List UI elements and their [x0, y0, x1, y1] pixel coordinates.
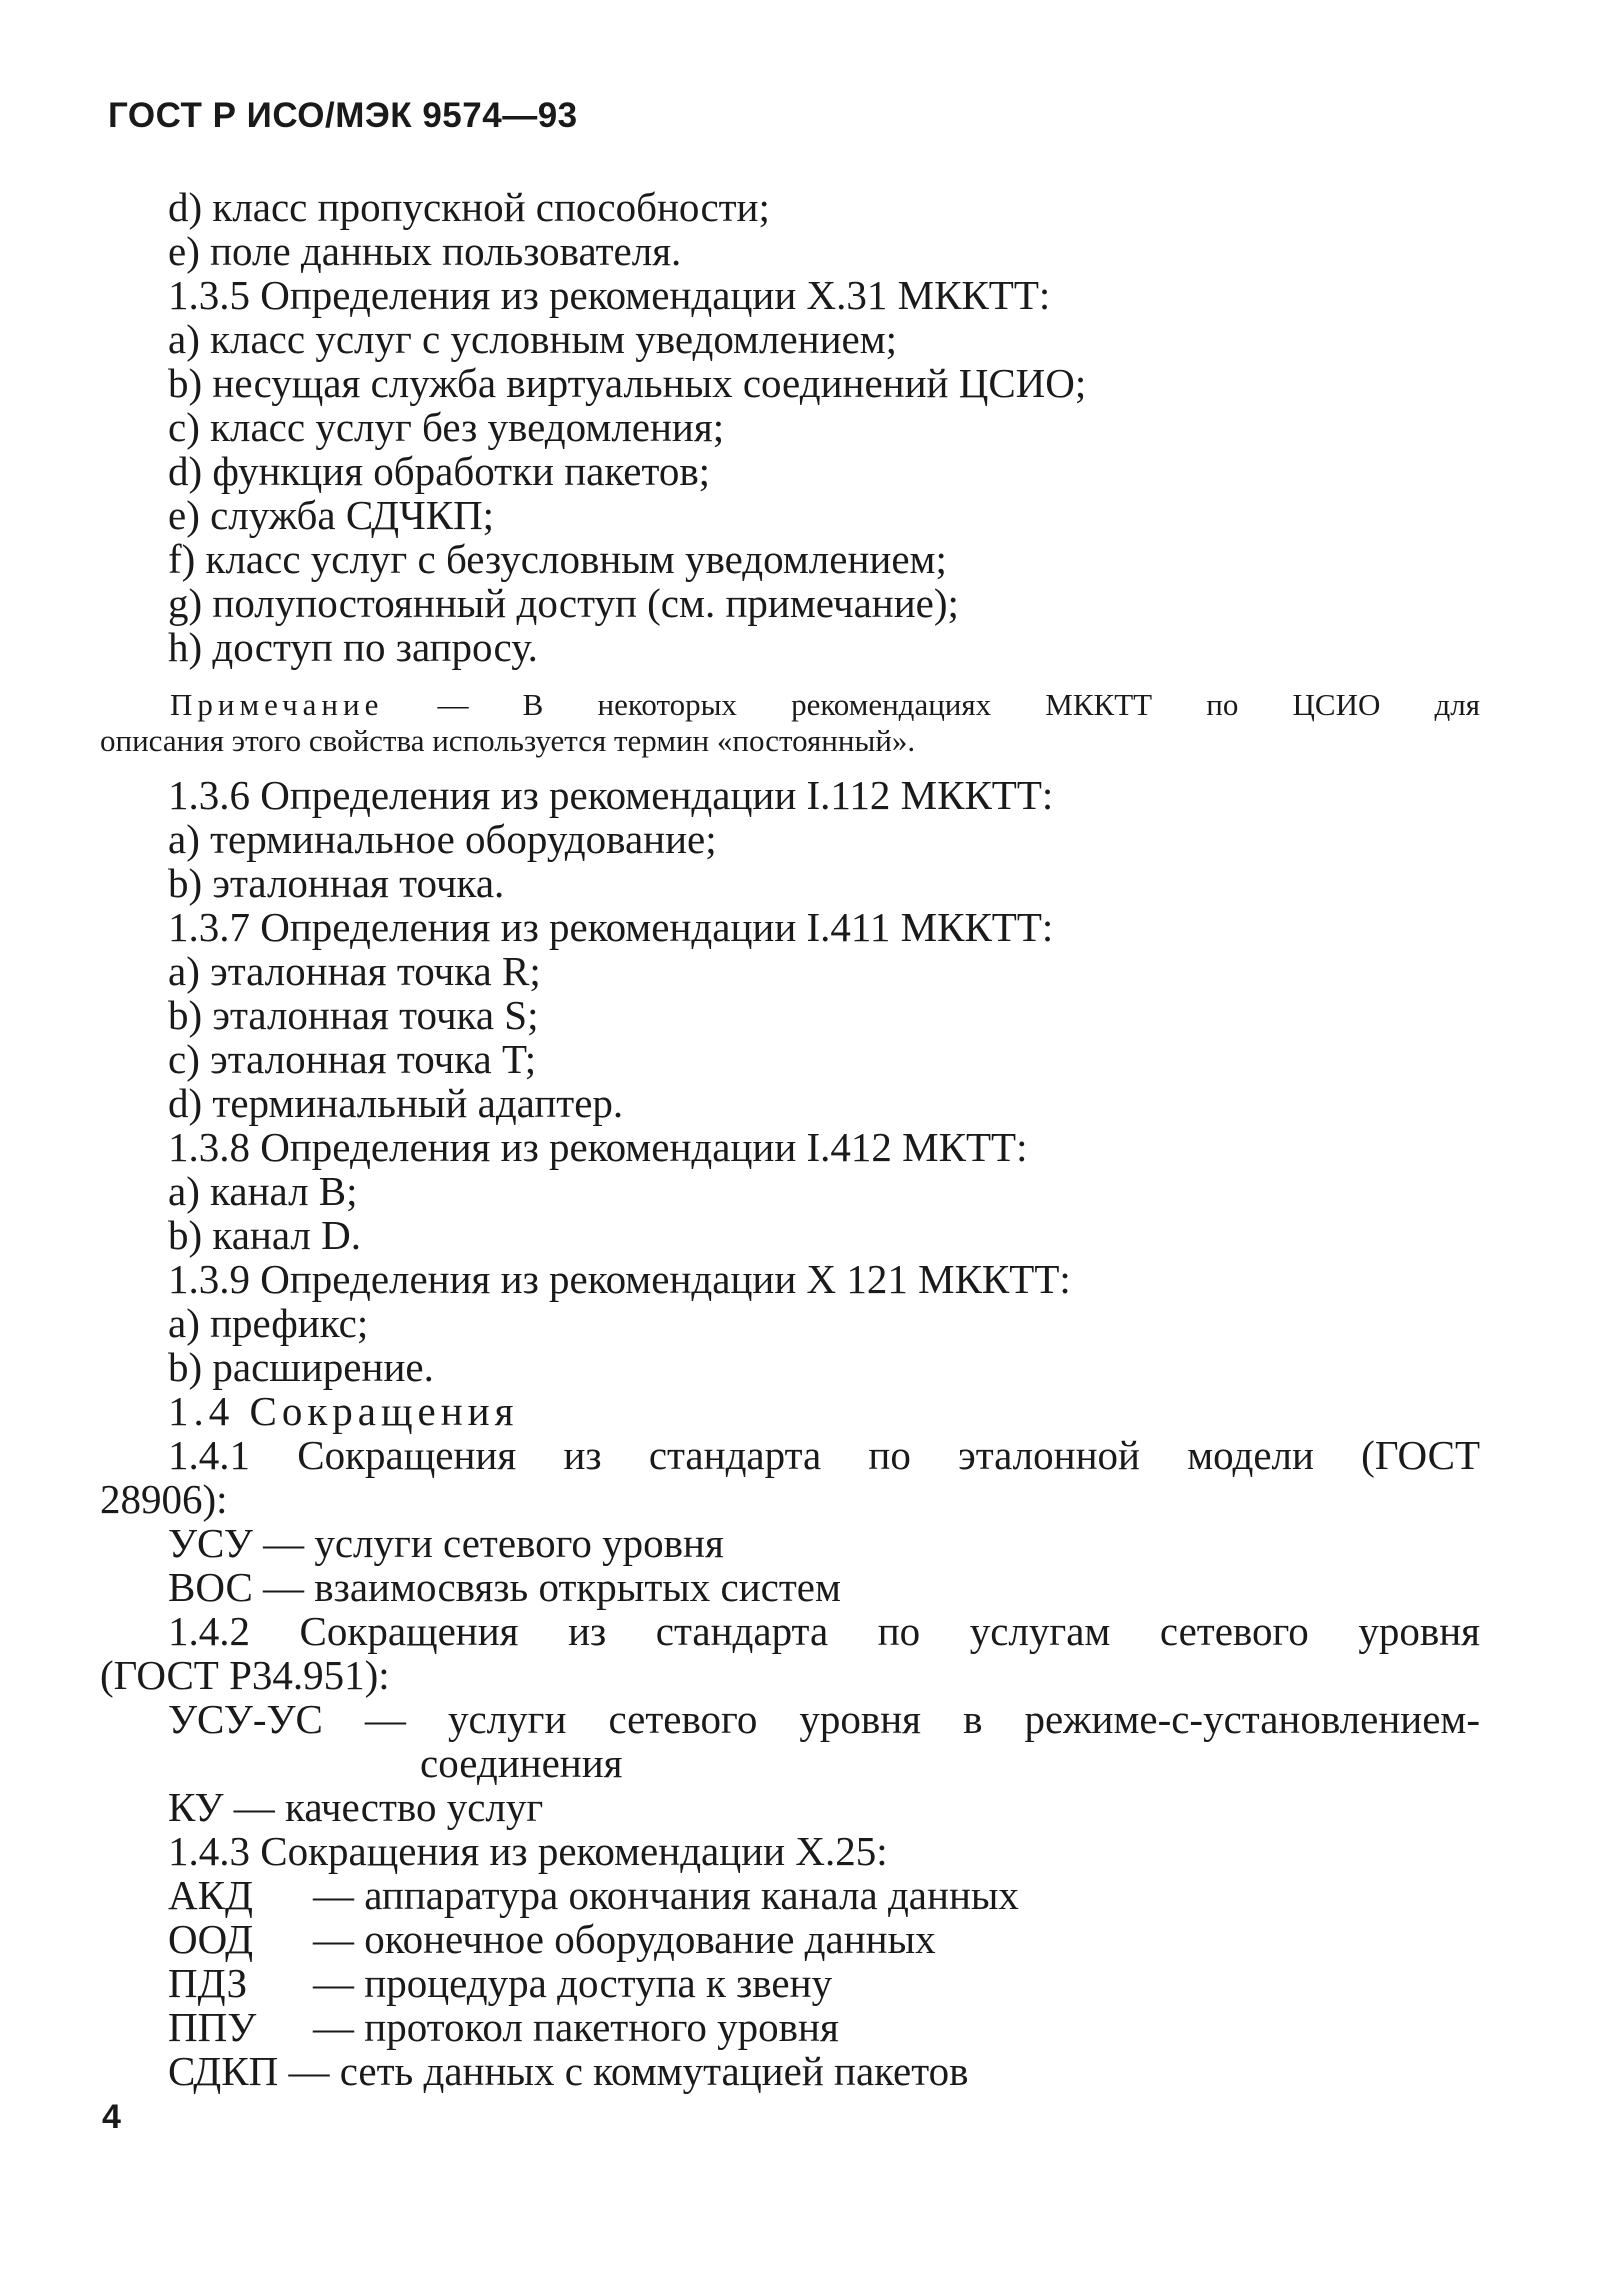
abbreviation-term: ООД	[168, 1916, 254, 1962]
abbreviation-definition: — оконечное оборудование данных	[313, 1916, 936, 1962]
list-item: b) эталонная точка.	[168, 860, 505, 906]
list-item: a) префикс;	[168, 1300, 369, 1346]
abbreviation-term: АКД	[168, 1872, 253, 1918]
subsection-heading-continuation: 28906):	[100, 1476, 228, 1522]
subsection-heading: 1.3.5 Определения из рекомендации X.31 МККТТ:	[168, 272, 1051, 318]
page-content	[100, 185, 1480, 2093]
abbreviation-item: КУ — качество услуг	[168, 1784, 544, 1830]
subsection-heading: 1.3.7 Определения из рекомендации I.411 МККТТ:	[168, 904, 1054, 950]
note-first-line	[100, 687, 1480, 723]
subsection-heading: 1.4.1 Сокращения из стандарта по эталонной модели (ГОСТ	[168, 1432, 1480, 1478]
subsection-heading: 1.4.2 Сокращения из стандарта по услугам сетевого уровня	[168, 1608, 1480, 1654]
list-item: e) поле данных пользователя.	[168, 228, 682, 274]
list-item: f) класс услуг с безусловным уведомлением;	[168, 536, 947, 582]
abbreviation-term: ПДЗ	[168, 1960, 248, 2006]
abbreviation-item	[100, 2005, 1480, 2049]
note	[100, 687, 1480, 759]
list-item: b) эталонная точка S;	[168, 992, 539, 1038]
list-item: d) класс пропускной способности;	[168, 184, 770, 230]
abbreviation-item: УСУ-УС — услуги сетевого уровня в режиме-с-установлением-	[168, 1696, 1480, 1742]
list-item: a) класс услуг с условным уведомлением;	[168, 316, 898, 362]
list-item: a) канал B;	[168, 1168, 358, 1214]
list-item: c) эталонная точка T;	[168, 1036, 537, 1082]
abbreviation-item	[100, 1917, 1480, 1961]
abbreviation-continuation: соединения	[420, 1740, 623, 1786]
abbreviation-item	[100, 1873, 1480, 1917]
subsection-heading-continuation: (ГОСТ Р34.951):	[100, 1652, 390, 1698]
list-item: b) расширение.	[168, 1344, 434, 1390]
list-item: d) терминальный адаптер.	[168, 1080, 624, 1126]
abbreviation-item: ВОС — взаимосвязь открытых систем	[168, 1564, 841, 1610]
document-header: ГОСТ Р ИСО/МЭК 9574—93	[108, 96, 578, 135]
abbreviation-term: ППУ	[168, 2004, 257, 2050]
page-number: 4	[102, 2098, 121, 2136]
list-item: g) полупостоянный доступ (см. примечание);	[168, 580, 959, 626]
list-item: e) служба СДЧКП;	[168, 492, 495, 538]
list-item: h) доступ по запросу.	[168, 624, 538, 670]
note-label: Примечание	[170, 687, 384, 722]
abbreviation-item: СДКП — сеть данных с коммутацией пакетов	[168, 2048, 969, 2094]
list-item: c) класс услуг без уведомления;	[168, 404, 725, 450]
abbreviation-definition: — протокол пакетного уровня	[313, 2004, 839, 2050]
subsection-heading: 1.3.8 Определения из рекомендации I.412 МКТТ:	[168, 1124, 1028, 1170]
list-item: b) несущая служба виртуальных соединений ЦСИО;	[168, 360, 1087, 406]
section-heading: 1.4 Сокращения	[168, 1388, 519, 1434]
subsection-heading: 1.4.3 Сокращения из рекомендации X.25:	[168, 1828, 888, 1874]
list-item: a) терминальное оборудование;	[168, 816, 717, 862]
list-item: b) канал D.	[168, 1212, 361, 1258]
note-text: — В некоторых рекомендациях МККТТ по ЦСИО для	[437, 687, 1480, 722]
abbreviation-item: УСУ — услуги сетевого уровня	[168, 1520, 724, 1566]
note-second-line: описания этого свойства используется термин «постоянный».	[100, 723, 916, 758]
subsection-heading: 1.3.6 Определения из рекомендации I.112 МККТТ:	[168, 772, 1054, 818]
abbreviation-item	[100, 1961, 1480, 2005]
abbreviation-definition: — аппаратура окончания канала данных	[313, 1872, 1019, 1918]
list-item: d) функция обработки пакетов;	[168, 448, 711, 494]
list-item: a) эталонная точка R;	[168, 948, 541, 994]
subsection-heading: 1.3.9 Определения из рекомендации X 121 МККТТ:	[168, 1256, 1071, 1302]
abbreviation-definition: — процедура доступа к звену	[313, 1960, 833, 2006]
